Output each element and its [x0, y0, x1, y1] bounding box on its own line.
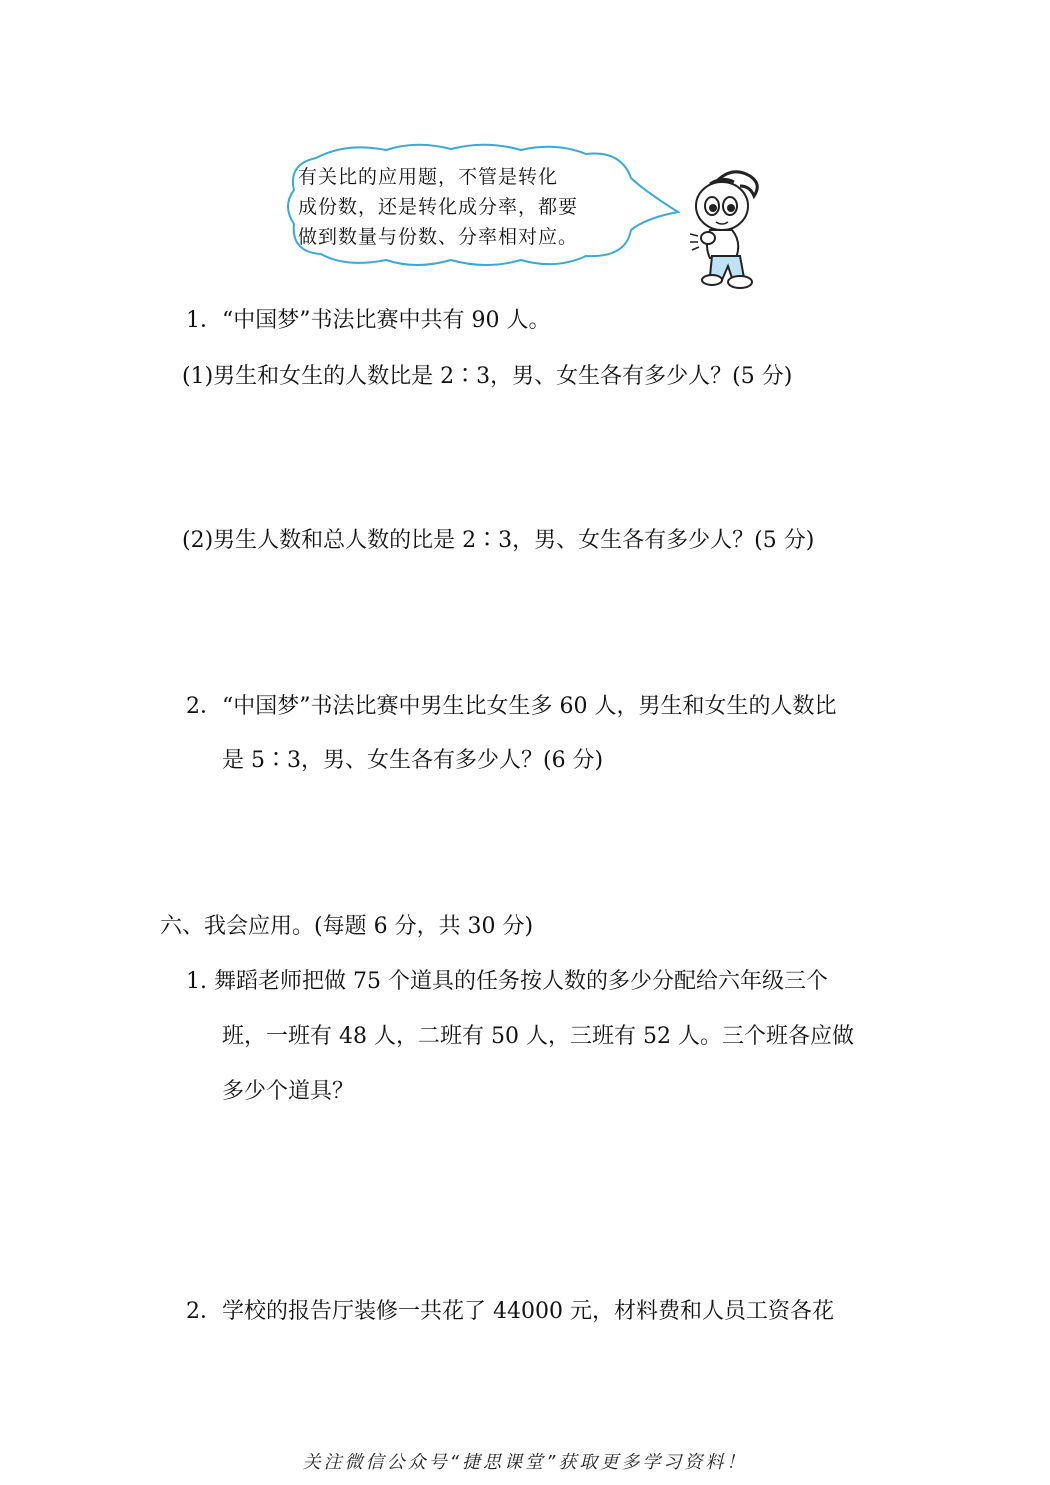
tip-line-3: 做到数量与份数、分率相对应。	[298, 226, 579, 248]
q1-sub2: (2)男生人数和总人数的比是 2∶3，男、女生各有多少人？(5 分)	[182, 528, 815, 553]
mascot-illustration	[688, 170, 768, 292]
s6-q1-line3: 多少个道具？	[222, 1079, 355, 1104]
s6-q1-line2: 班，一班有 48 人，二班有 50 人，三班有 52 人。三个班各应做	[222, 1024, 854, 1049]
q1-stem: 1．“中国梦”书法比赛中共有 90 人。	[186, 308, 551, 333]
s6-q1-line1: 1. 舞蹈老师把做 75 个道具的任务按人数的多少分配给六年级三个	[186, 969, 828, 994]
tip-bubble	[286, 140, 678, 270]
tip-text	[298, 162, 628, 252]
q1-sub1: (1)男生和女生的人数比是 2∶3，男、女生各有多少人？(5 分)	[182, 364, 793, 389]
section6-heading: 六、我会应用。(每题 6 分，共 30 分)	[160, 914, 534, 939]
s6-q2-line1: 2．学校的报告厅装修一共花了 44000 元，材料费和人员工资各花	[186, 1299, 834, 1324]
footer-note: 关注微信公众号“捷思课堂”获取更多学习资料！	[302, 1452, 748, 1473]
tip-line-2: 成份数，还是转化成分率，都要	[298, 196, 579, 218]
tip-line-1: 有关比的应用题，不管是转化	[298, 166, 559, 188]
q2-line1: 2．“中国梦”书法比赛中男生比女生多 60 人，男生和女生的人数比	[186, 694, 837, 719]
q2-line2: 是 5∶3，男、女生各有多少人？(6 分)	[222, 748, 604, 773]
